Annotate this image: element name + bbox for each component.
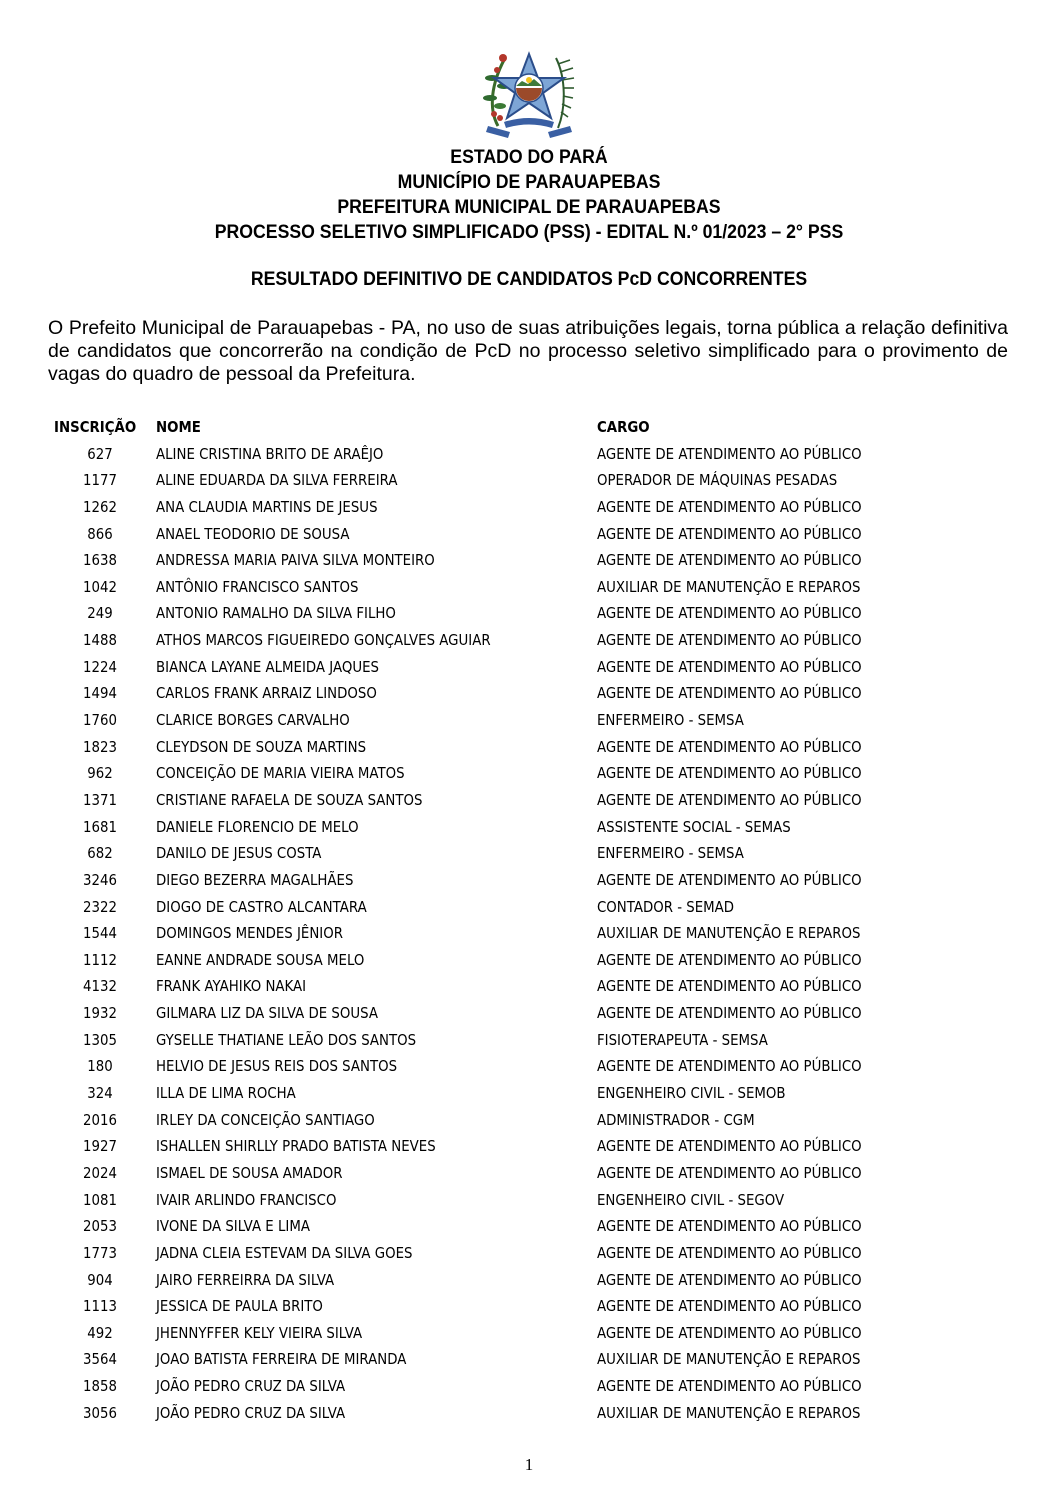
candidates-table (54, 414, 954, 1426)
cell-cargo: AGENTE DE ATENDIMENTO AO PÚBLICO (597, 737, 862, 756)
table-row (54, 1400, 954, 1427)
cell-nome: ANAEL TEODORIO DE SOUSA (156, 524, 350, 543)
table-row (54, 760, 954, 787)
table-row (54, 680, 954, 707)
cell-inscricao: 492 (87, 1323, 113, 1342)
cell-cargo: AGENTE DE ATENDIMENTO AO PÚBLICO (597, 1377, 862, 1396)
table-row (54, 1293, 954, 1320)
cell-cargo: AGENTE DE ATENDIMENTO AO PÚBLICO (597, 1004, 862, 1023)
cell-cargo: AGENTE DE ATENDIMENTO AO PÚBLICO (597, 1243, 862, 1262)
cell-inscricao: 1042 (83, 577, 117, 596)
table-row (54, 467, 954, 494)
cell-nome: CARLOS FRANK ARRAIZ LINDOSO (156, 684, 377, 703)
cell-cargo: AUXILIAR DE MANUTENÇÃO E REPAROS (597, 1350, 861, 1369)
cell-inscricao: 962 (87, 764, 113, 783)
table-row (54, 441, 954, 468)
cell-inscricao: 904 (87, 1270, 113, 1289)
table-row (54, 1133, 954, 1160)
cell-nome: JESSICA DE PAULA BRITO (156, 1297, 323, 1316)
cell-nome: IVONE DA SILVA E LIMA (156, 1217, 310, 1236)
cell-cargo: ENFERMEIRO - SEMSA (597, 711, 744, 730)
table-row (54, 920, 954, 947)
table-row (54, 947, 954, 974)
document-title: RESULTADO DEFINITIVO DE CANDIDATOS PcD CONCORRENTES (250, 269, 808, 290)
table-row (54, 1080, 954, 1107)
cell-inscricao: 324 (87, 1084, 113, 1103)
cell-inscricao: 1858 (83, 1377, 117, 1396)
cell-nome: EANNE ANDRADE SOUSA MELO (156, 950, 365, 969)
cell-cargo: AUXILIAR DE MANUTENÇÃO E REPAROS (597, 1403, 861, 1422)
cell-nome: JOAO BATISTA FERREIRA DE MIRANDA (156, 1350, 407, 1369)
table-row (54, 494, 954, 521)
cell-nome: FRANK AYAHIKO NAKAI (156, 977, 307, 996)
cell-inscricao: 4132 (83, 977, 117, 996)
table-row (54, 547, 954, 574)
cell-cargo: AGENTE DE ATENDIMENTO AO PÚBLICO (597, 684, 862, 703)
cell-nome: JOÃO PEDRO CRUZ DA SILVA (156, 1377, 346, 1396)
table-body (54, 441, 954, 1427)
header-city-hall: PREFEITURA MUNICIPAL DE PARAUAPEBAS (337, 197, 721, 218)
cell-inscricao: 1494 (83, 684, 117, 703)
cell-inscricao: 1773 (83, 1243, 117, 1262)
cell-nome: ANTONIO RAMALHO DA SILVA FILHO (156, 604, 396, 623)
cell-nome: IVAIR ARLINDO FRANCISCO (156, 1190, 337, 1209)
cell-inscricao: 2322 (83, 897, 117, 916)
cell-nome: DIEGO BEZERRA MAGALHÃES (156, 870, 354, 889)
cell-cargo: AUXILIAR DE MANUTENÇÃO E REPAROS (597, 577, 861, 596)
cell-nome: DANIELE FLORENCIO DE MELO (156, 817, 359, 836)
table-row (54, 1267, 954, 1294)
cell-inscricao: 682 (87, 844, 113, 863)
cell-nome: DANILO DE JESUS COSTA (156, 844, 322, 863)
column-header-cargo: CARGO (597, 418, 650, 436)
table-row (54, 973, 954, 1000)
table-row (54, 734, 954, 761)
table-row (54, 787, 954, 814)
table-row (54, 1213, 954, 1240)
cell-nome: CLARICE BORGES CARVALHO (156, 711, 350, 730)
intro-paragraph: O Prefeito Municipal de Parauapebas - PA, no uso de suas atribuições legais, torna pública a relação definitiva de candidatos que concorrerão na condição de PcD no processo seletivo simplificado para o provimento de vagas do quadro de pessoal da Prefeitura. (48, 317, 1008, 385)
table-row (54, 1187, 954, 1214)
cell-cargo: ENFERMEIRO - SEMSA (597, 844, 744, 863)
coat-of-arms-graphic (470, 48, 588, 140)
cell-inscricao: 627 (87, 444, 113, 463)
cell-cargo: ENGENHEIRO CIVIL - SEGOV (597, 1190, 785, 1209)
table-row (54, 707, 954, 734)
cell-inscricao: 1177 (83, 471, 117, 490)
table-row (54, 1000, 954, 1027)
table-row (54, 840, 954, 867)
header-state: ESTADO DO PARÁ (450, 147, 608, 168)
table-row (54, 574, 954, 601)
cell-inscricao: 1760 (83, 711, 117, 730)
cell-cargo: AGENTE DE ATENDIMENTO AO PÚBLICO (597, 977, 862, 996)
cell-nome: CLEYDSON DE SOUZA MARTINS (156, 737, 367, 756)
table-row (54, 814, 954, 841)
cell-nome: JADNA CLEIA ESTEVAM DA SILVA GOES (156, 1243, 413, 1262)
cell-cargo: AGENTE DE ATENDIMENTO AO PÚBLICO (597, 1270, 862, 1289)
cell-inscricao: 180 (87, 1057, 113, 1076)
cell-cargo: FISIOTERAPEUTA - SEMSA (597, 1030, 768, 1049)
cell-nome: ANTÔNIO FRANCISCO SANTOS (156, 577, 359, 596)
header-edital: PROCESSO SELETIVO SIMPLIFICADO (PSS) - EDITAL N.º 01/2023 – 2° PSS (214, 222, 844, 243)
cell-nome: ISMAEL DE SOUSA AMADOR (156, 1163, 343, 1182)
cell-cargo: AGENTE DE ATENDIMENTO AO PÚBLICO (597, 657, 862, 676)
table-row (54, 1373, 954, 1400)
cell-nome: DIOGO DE CASTRO ALCANTARA (156, 897, 367, 916)
cell-cargo: ENGENHEIRO CIVIL - SEMOB (597, 1084, 786, 1103)
cell-cargo: CONTADOR - SEMAD (597, 897, 735, 916)
cell-nome: GILMARA LIZ DA SILVA DE SOUSA (156, 1004, 378, 1023)
cell-cargo: AGENTE DE ATENDIMENTO AO PÚBLICO (597, 1163, 862, 1182)
cell-cargo: OPERADOR DE MÁQUINAS PESADAS (597, 471, 838, 490)
cell-nome: ANA CLAUDIA MARTINS DE JESUS (156, 497, 378, 516)
cell-inscricao: 1081 (83, 1190, 117, 1209)
cell-nome: IRLEY DA CONCEIÇÃO SANTIAGO (156, 1110, 375, 1129)
cell-cargo: AGENTE DE ATENDIMENTO AO PÚBLICO (597, 631, 862, 650)
cell-cargo: AGENTE DE ATENDIMENTO AO PÚBLICO (597, 524, 862, 543)
cell-cargo: AGENTE DE ATENDIMENTO AO PÚBLICO (597, 870, 862, 889)
table-row (54, 1107, 954, 1134)
cell-inscricao: 1488 (83, 631, 117, 650)
cell-cargo: AGENTE DE ATENDIMENTO AO PÚBLICO (597, 1217, 862, 1236)
cell-inscricao: 249 (87, 604, 113, 623)
cell-nome: DOMINGOS MENDES JÊNIOR (156, 924, 343, 943)
table-row (54, 1027, 954, 1054)
table-row (54, 1240, 954, 1267)
cell-inscricao: 1638 (83, 551, 117, 570)
cell-inscricao: 2016 (83, 1110, 117, 1129)
cell-nome: JOÃO PEDRO CRUZ DA SILVA (156, 1403, 346, 1422)
cell-cargo: AGENTE DE ATENDIMENTO AO PÚBLICO (597, 444, 862, 463)
table-row (54, 894, 954, 921)
cell-inscricao: 1224 (83, 657, 117, 676)
table-row (54, 600, 954, 627)
cell-inscricao: 1681 (83, 817, 117, 836)
cell-nome: HELVIO DE JESUS REIS DOS SANTOS (156, 1057, 398, 1076)
cell-inscricao: 1544 (83, 924, 117, 943)
cell-inscricao: 1262 (83, 497, 117, 516)
table-row (54, 627, 954, 654)
cell-nome: JAIRO FERREIRRA DA SILVA (156, 1270, 335, 1289)
cell-cargo: AGENTE DE ATENDIMENTO AO PÚBLICO (597, 1323, 862, 1342)
table-row (54, 1320, 954, 1347)
cell-inscricao: 2024 (83, 1163, 117, 1182)
cell-cargo: ASSISTENTE SOCIAL - SEMAS (597, 817, 791, 836)
page-number: 1 (524, 1455, 534, 1474)
cell-inscricao: 3056 (83, 1403, 117, 1422)
cell-cargo: AGENTE DE ATENDIMENTO AO PÚBLICO (597, 1137, 862, 1156)
cell-cargo: AGENTE DE ATENDIMENTO AO PÚBLICO (597, 764, 862, 783)
cell-inscricao: 2053 (83, 1217, 117, 1236)
cell-cargo: ADMINISTRADOR - CGM (597, 1110, 755, 1129)
cell-nome: ISHALLEN SHIRLLY PRADO BATISTA NEVES (156, 1137, 436, 1156)
cell-cargo: AGENTE DE ATENDIMENTO AO PÚBLICO (597, 950, 862, 969)
cell-inscricao: 866 (87, 524, 113, 543)
cell-nome: ANDRESSA MARIA PAIVA SILVA MONTEIRO (156, 551, 435, 570)
cell-nome: ALINE EDUARDA DA SILVA FERREIRA (156, 471, 398, 490)
cell-nome: ATHOS MARCOS FIGUEIREDO GONÇALVES AGUIAR (156, 631, 491, 650)
cell-inscricao: 1927 (83, 1137, 117, 1156)
cell-nome: CRISTIANE RAFAELA DE SOUZA SANTOS (156, 790, 423, 809)
cell-cargo: AGENTE DE ATENDIMENTO AO PÚBLICO (597, 551, 862, 570)
cell-inscricao: 1823 (83, 737, 117, 756)
cell-nome: JHENNYFFER KELY VIEIRA SILVA (156, 1323, 363, 1342)
cell-cargo: AGENTE DE ATENDIMENTO AO PÚBLICO (597, 1057, 862, 1076)
cell-nome: ILLA DE LIMA ROCHA (156, 1084, 296, 1103)
table-row (54, 1053, 954, 1080)
cell-inscricao: 1305 (83, 1030, 117, 1049)
table-row (54, 654, 954, 681)
cell-inscricao: 1112 (83, 950, 117, 969)
cell-inscricao: 1932 (83, 1004, 117, 1023)
table-row (54, 867, 954, 894)
coat-of-arms-icon (470, 48, 588, 140)
table-row (54, 1346, 954, 1373)
cell-inscricao: 3564 (83, 1350, 117, 1369)
cell-cargo: AUXILIAR DE MANUTENÇÃO E REPAROS (597, 924, 861, 943)
column-header-nome: NOME (156, 418, 201, 436)
cell-nome: CONCEIÇÃO DE MARIA VIEIRA MATOS (156, 764, 405, 783)
cell-nome: GYSELLE THATIANE LEÃO DOS SANTOS (156, 1030, 417, 1049)
cell-cargo: AGENTE DE ATENDIMENTO AO PÚBLICO (597, 497, 862, 516)
cell-nome: BIANCA LAYANE ALMEIDA JAQUES (156, 657, 380, 676)
cell-nome: ALINE CRISTINA BRITO DE ARAÊJO (156, 444, 384, 463)
table-header-row (54, 414, 954, 441)
table-row (54, 1160, 954, 1187)
cell-cargo: AGENTE DE ATENDIMENTO AO PÚBLICO (597, 1297, 862, 1316)
column-header-inscricao: INSCRIÇÃO (54, 418, 137, 436)
cell-inscricao: 3246 (83, 870, 117, 889)
cell-cargo: AGENTE DE ATENDIMENTO AO PÚBLICO (597, 790, 862, 809)
cell-inscricao: 1371 (83, 790, 117, 809)
cell-cargo: AGENTE DE ATENDIMENTO AO PÚBLICO (597, 604, 862, 623)
header-municipality: MUNICÍPIO DE PARAUAPEBAS (397, 172, 661, 193)
table-row (54, 521, 954, 548)
cell-inscricao: 1113 (83, 1297, 117, 1316)
